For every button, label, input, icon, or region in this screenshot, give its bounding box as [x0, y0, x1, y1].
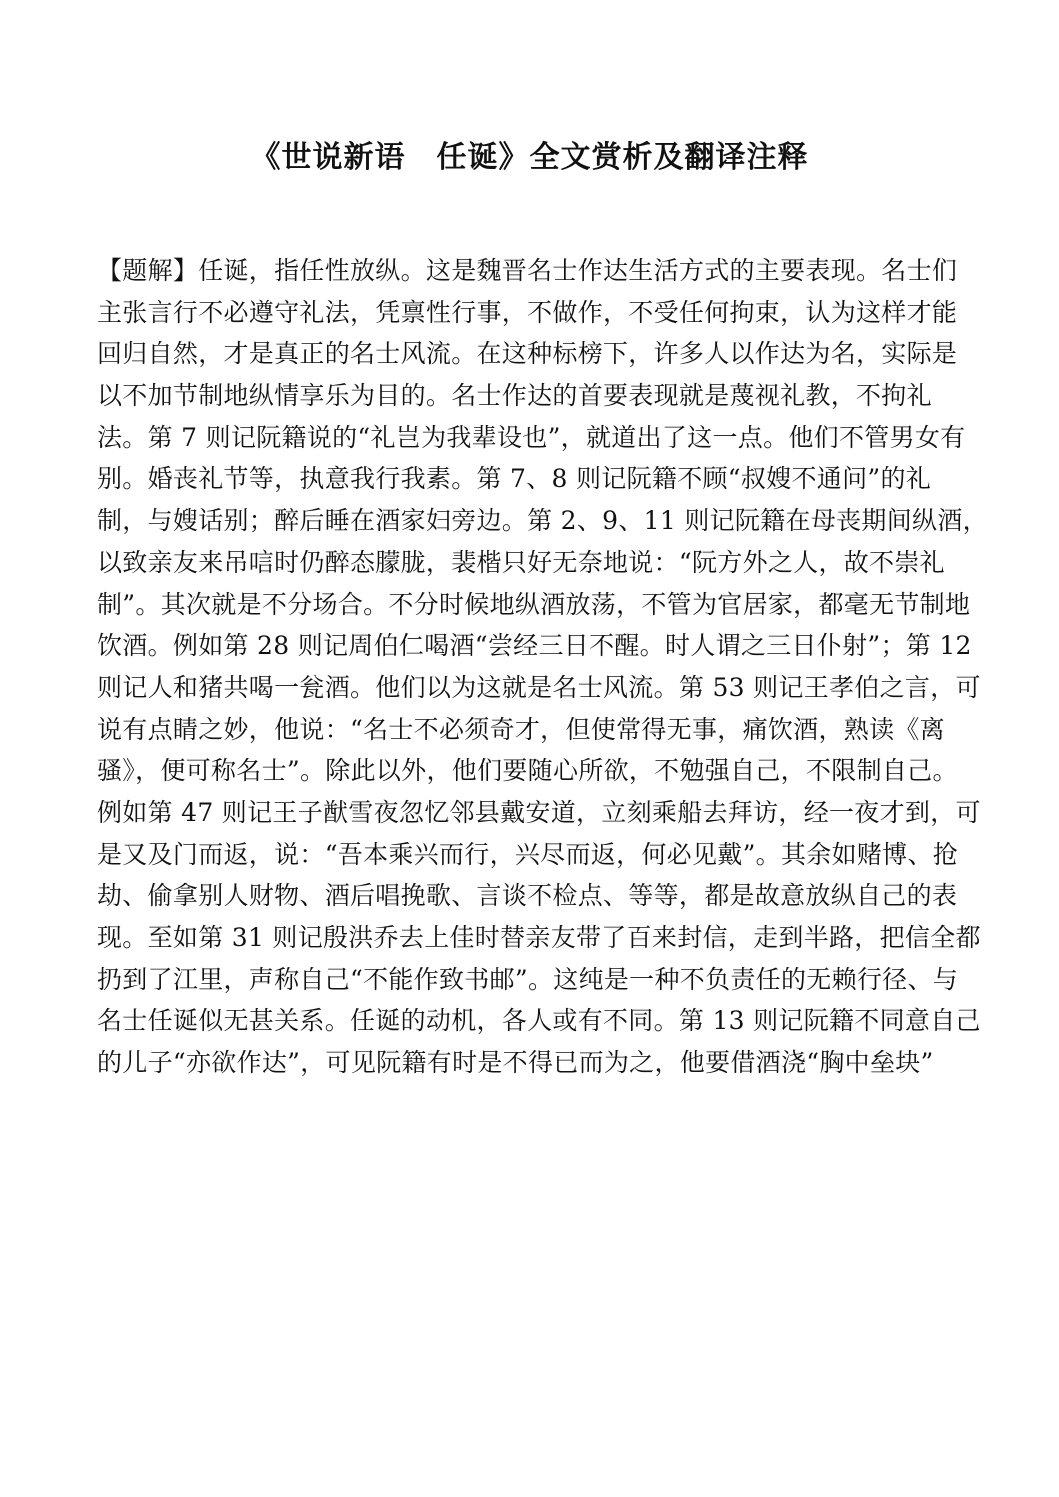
body-line: 主张言行不必遵守礼法，凭禀性行事，不做作，不受任何拘束，认为这样才能: [97, 297, 958, 327]
body-line: 说有点睛之妙，他说：“名士不必须奇才，但使常得无事，痛饮酒，熟读《离: [97, 714, 945, 744]
body-line: 的儿子“亦欲作达”，可见阮籍有时是不得已而为之，他要借酒浇“胸中垒块”: [97, 1048, 934, 1078]
body-line: 以不加节制地纵情享乐为目的。名士作达的首要表现就是蔑视礼教，不拘礼: [97, 381, 932, 411]
body-line: 例如第 47 则记王子猷雪夜忽忆邻县戴安道，立刻乘船去拜访，经一夜才到，可: [97, 797, 981, 827]
document-title: 《世说新语 任诞》全文赏析及翻译注释: [250, 140, 809, 175]
body-line: 饮酒。例如第 28 则记周伯仁喝酒“尝经三日不醒。时人谓之三日仆射”；第 12: [97, 631, 972, 661]
body-line: 制”。其次就是不分场合。不分时候地纵酒放荡，不管为官居家，都毫无节制地: [97, 589, 971, 619]
body-line: 劫、偷拿别人财物、酒后唱挽歌、言谈不检点、等等，都是故意放纵自己的表: [97, 881, 958, 911]
body-line: 骚》，便可称名士”。除此以外，他们要随心所欲，不勉强自己，不限制自己。: [97, 756, 958, 786]
body-line: 法。第 7 则记阮籍说的“礼岂为我辈设也”，就道出了这一点。他们不管男女有: [97, 422, 966, 452]
body-line: 【题解】任诞，指任性放纵。这是魏晋名士作达生活方式的主要表现。名士们: [97, 256, 958, 285]
body-line: 是又及门而返，说：“吾本乘兴而行，兴尽而返，何必见戴”。其余如赌博、抢: [97, 839, 959, 869]
body-line: 则记人和猪共喝一瓮酒。他们以为这就是名士风流。第 53 则记王孝伯之言，可: [97, 672, 981, 702]
body-line: 名士任诞似无甚关系。任诞的动机，各人或有不同。第 13 则记阮籍不同意自己: [97, 1006, 981, 1036]
body-line: 扔到了江里，声称自己“不能作致书邮”。这纯是一种不负责任的无赖行径、与: [97, 964, 959, 994]
body-line: 回归自然，才是真正的名士风流。在这种标榜下，许多人以作达为名，实际是: [97, 339, 958, 369]
body-line: 制，与嫂话别；醉后睡在酒家妇旁边。第 2、9、11 则记阮籍在母丧期间纵酒，: [97, 506, 988, 536]
body-line: 现。至如第 31 则记殷洪乔去上佳时替亲友带了百来封信，走到半路，把信全都: [97, 923, 981, 952]
body-line: 别。婚丧礼节等，执意我行我素。第 7、8 则记阮籍不顾“叔嫂不通问”的礼: [97, 464, 932, 494]
body-line: 以致亲友来吊唁时仍醉态朦胧，裴楷只好无奈地说：“阮方外之人，故不崇礼: [97, 547, 945, 577]
document-body: [97, 250, 988, 1084]
